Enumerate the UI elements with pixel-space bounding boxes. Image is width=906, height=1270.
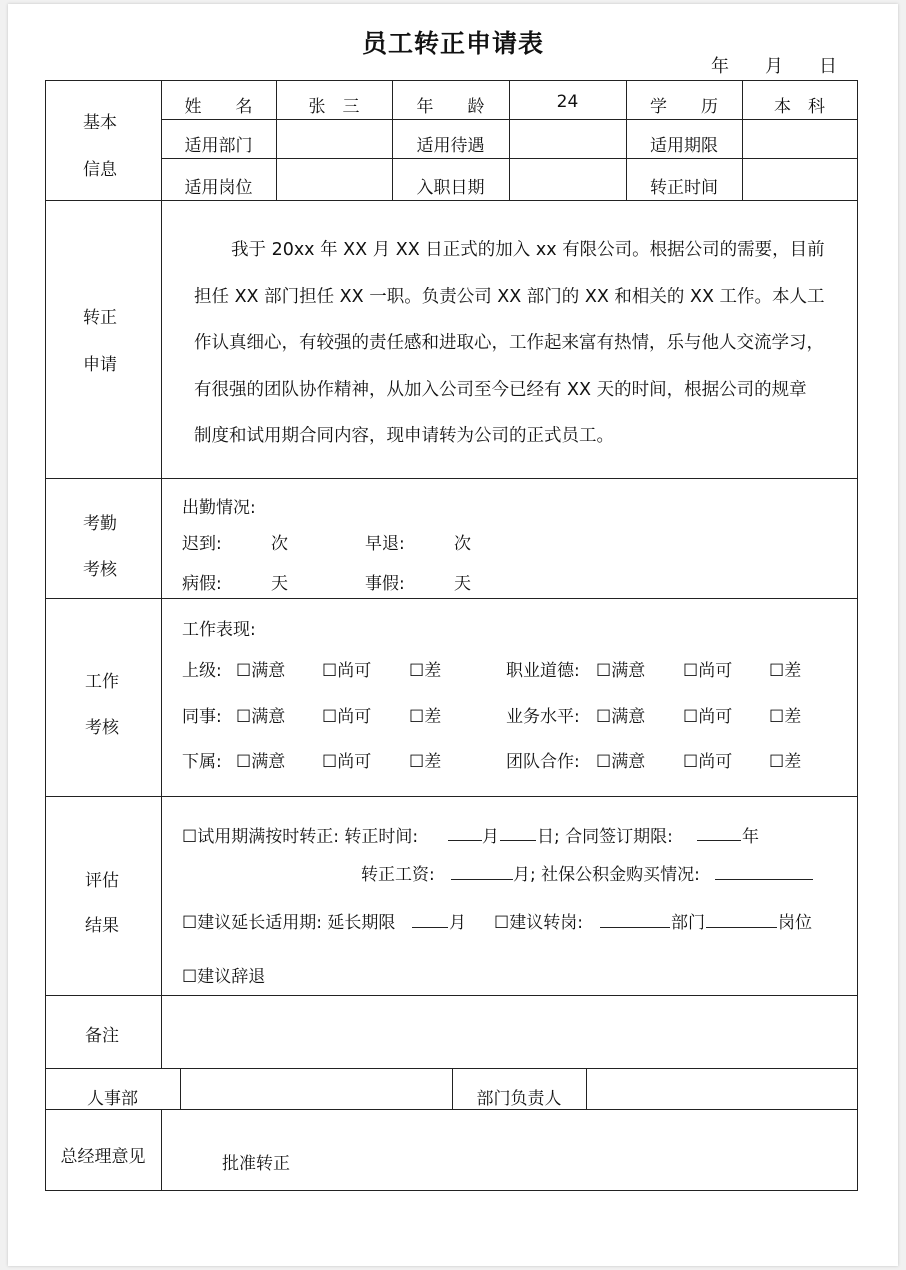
option-label: 尚可 [337,661,372,681]
social-insurance-blank[interactable] [715,879,813,880]
gm-opinion-label: 总经理意见 [60,1147,146,1167]
application-line-3: 作认真细心，有较强的责任感和进取心，工作起来富有热情，乐与他人交流学习， [194,333,824,353]
age-value: 24 [556,92,579,112]
dept-label: 适用部门 [184,136,253,156]
colleague-poor-checkbox[interactable]: ☐差 [409,707,442,727]
application-line-2: 担任 XX 部门担任 XX 一职。负责公司 XX 部门的 XX 和相关的 XX 工作。本人工 [194,287,825,307]
option-label: 差 [784,752,802,772]
transfer-post-blank[interactable] [706,927,777,928]
extend-probation-label: 建议延长适用期: 延长期限 [197,913,396,933]
date-day: 日 [819,56,837,77]
basic-section-label-2: 信息 [83,160,117,180]
option-label: 尚可 [337,707,372,727]
sick-leave-unit: 天 [271,574,288,594]
application-section-label-2: 申请 [83,355,117,375]
dismiss-checkbox[interactable]: ☐建议辞退 [182,967,266,987]
on-time-regularization-checkbox[interactable]: ☐试用期满按时转正: 转正时间: [182,827,419,847]
extend-probation-checkbox[interactable]: ☐建议延长适用期: 延长期限 [182,913,396,933]
option-label: 差 [784,661,802,681]
ethics-label: 职业道德: [506,661,580,681]
option-label: 差 [424,661,442,681]
day-blank[interactable] [500,840,536,841]
skill-label: 业务水平: [506,707,580,727]
month-unit: 月 [482,827,499,847]
ethics-poor-checkbox[interactable]: ☐差 [769,661,802,681]
age-label: 年 龄 [416,97,485,117]
subordinate-poor-checkbox[interactable]: ☐差 [409,752,442,772]
post-label: 适用岗位 [184,178,253,198]
colleague-ok-checkbox[interactable]: ☐尚可 [322,707,372,727]
skill-poor-checkbox[interactable]: ☐差 [769,707,802,727]
option-label: 尚可 [698,661,733,681]
transfer-post-unit: 岗位 [778,913,812,933]
subordinate-ok-checkbox[interactable]: ☐尚可 [322,752,372,772]
work-section-label-1: 工作 [85,672,119,692]
application-section-label-1: 转正 [83,308,117,328]
salary-label: 转正工资: [361,865,435,885]
superior-satisfied-checkbox[interactable]: ☐满意 [236,661,286,681]
name-value: 张 三 [308,97,360,117]
evaluation-section-label-2: 结果 [85,916,119,936]
personal-leave-unit: 天 [454,574,471,594]
option-label: 满意 [611,752,646,772]
year-unit: 年 [742,827,759,847]
option-label: 差 [784,707,802,727]
early-leave-label: 早退: [365,534,405,554]
evaluation-section-label-1: 评估 [85,871,119,891]
personal-leave-label: 事假: [365,574,405,594]
basic-section-label-1: 基本 [83,113,117,133]
join-date-label: 入职日期 [416,178,485,198]
colleague-label: 同事: [182,707,222,727]
subordinate-label: 下属: [182,752,222,772]
hr-signature-field[interactable] [181,1069,452,1109]
teamwork-label: 团队合作: [506,752,580,772]
option-label: 尚可 [698,707,733,727]
term-label: 适用期限 [650,136,718,156]
teamwork-ok-checkbox[interactable]: ☐尚可 [683,752,733,772]
extend-months-blank[interactable] [412,927,448,928]
attendance-section-label-2: 考核 [83,560,117,580]
teamwork-satisfied-checkbox[interactable]: ☐满意 [596,752,646,772]
application-line-1: 我于 20xx 年 XX 月 XX 日正式的加入 xx 有限公司。根据公司的需要，目前 [231,240,825,260]
skill-satisfied-checkbox[interactable]: ☐满意 [596,707,646,727]
subordinate-satisfied-checkbox[interactable]: ☐满意 [236,752,286,772]
salary-blank[interactable] [451,879,513,880]
skill-ok-checkbox[interactable]: ☐尚可 [683,707,733,727]
extend-month-unit: 月 [449,913,466,933]
hr-label: 人事部 [87,1089,138,1109]
transfer-dept-unit: 部门 [671,913,705,933]
dept-head-label: 部门负责人 [476,1089,562,1109]
gm-opinion-value: 批准转正 [222,1154,290,1174]
dismiss-label: 建议辞退 [197,967,266,987]
treatment-label: 适用待遇 [416,136,485,156]
month-blank[interactable] [448,840,482,841]
date-year: 年 [711,56,729,77]
work-section-label-2: 考核 [85,718,119,738]
regular-date-label: 转正时间 [650,178,718,198]
option-label: 差 [424,752,442,772]
superior-ok-checkbox[interactable]: ☐尚可 [322,661,372,681]
option-label: 满意 [251,661,286,681]
late-unit: 次 [271,534,288,554]
dept-head-signature-field[interactable] [587,1069,857,1109]
superior-poor-checkbox[interactable]: ☐差 [409,661,442,681]
attendance-header: 出勤情况: [182,498,256,518]
date-month: 月 [765,56,783,77]
option-label: 尚可 [337,752,372,772]
late-label: 迟到: [182,534,222,554]
option-label: 满意 [251,707,286,727]
option-label: 满意 [251,752,286,772]
on-time-regularization-label: 试用期满按时转正: 转正时间: [197,827,419,847]
contract-term-label: 日; 合同签订期限: [537,827,673,847]
transfer-label: 建议转岗: [509,913,583,933]
ethics-ok-checkbox[interactable]: ☐尚可 [683,661,733,681]
name-label: 姓 名 [184,97,253,117]
superior-label: 上级: [182,661,222,681]
option-label: 满意 [611,661,646,681]
education-label: 学 历 [650,97,718,117]
contract-year-blank[interactable] [697,840,741,841]
colleague-satisfied-checkbox[interactable]: ☐满意 [236,707,286,727]
social-insurance-label: 月; 社保公积金购买情况: [513,865,700,885]
option-label: 差 [424,707,442,727]
remarks-label: 备注 [85,1026,119,1046]
application-line-4: 有很强的团队协作精神，从加入公司至今已经有 XX 天的时间，根据公司的规章 [194,380,807,400]
early-leave-unit: 次 [454,534,471,554]
sick-leave-label: 病假: [182,574,222,594]
transfer-dept-blank[interactable] [600,927,670,928]
transfer-checkbox[interactable]: ☐建议转岗: [494,913,583,933]
attendance-section-label-1: 考勤 [83,514,117,534]
form-title: 员工转正申请表 [361,29,544,58]
education-value: 本 科 [774,97,825,117]
remarks-field[interactable] [162,996,857,1068]
work-header: 工作表现: [182,620,256,640]
option-label: 尚可 [698,752,733,772]
teamwork-poor-checkbox[interactable]: ☐差 [769,752,802,772]
option-label: 满意 [611,707,646,727]
ethics-satisfied-checkbox[interactable]: ☐满意 [596,661,646,681]
application-line-5: 制度和试用期合同内容，现申请转为公司的正式员工。 [194,426,614,446]
